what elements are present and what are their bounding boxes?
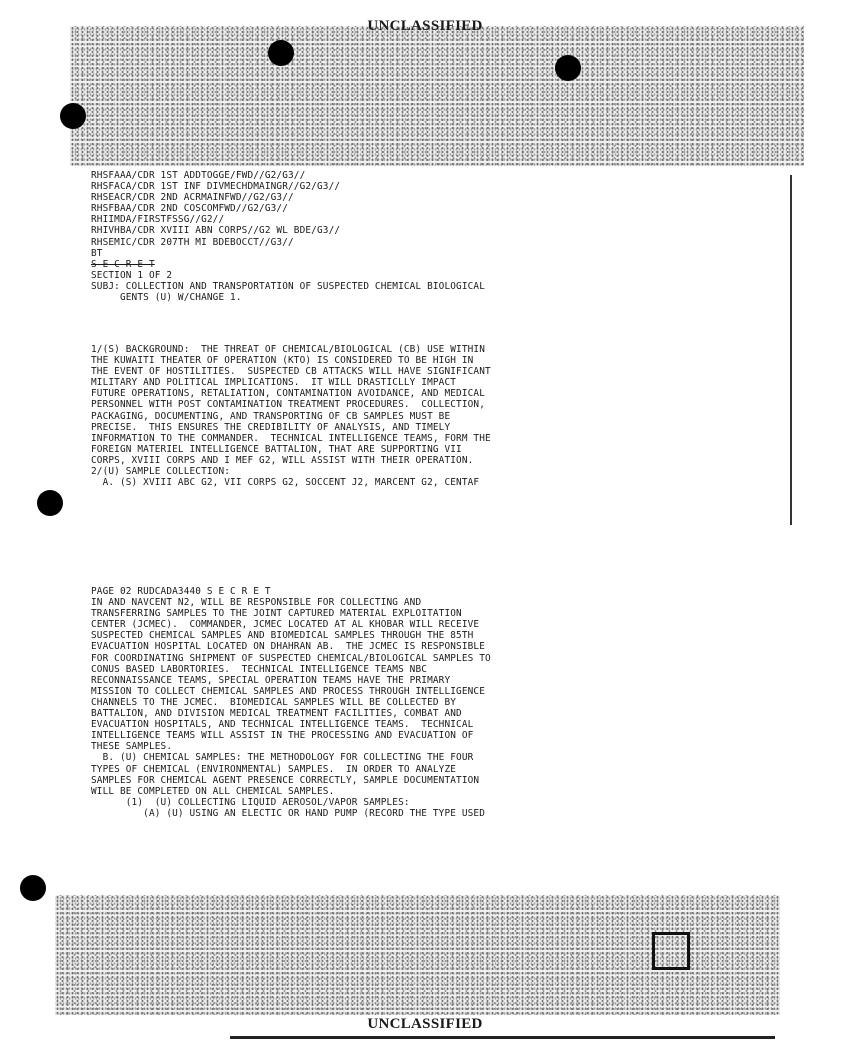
page-header-line: PAGE 02 RUDCADA3440 S E C R E T xyxy=(91,586,271,597)
header-line: RHSEMIC/CDR 207TH MI BDEBOCCT//G3// xyxy=(91,236,294,248)
body-line: PACKAGING, DOCUMENTING, AND TRANSPORTING OF CB SAMPLES MUST BE xyxy=(91,410,451,422)
subject-line: SUBJ: COLLECTION AND TRANSPORTATION OF SUSPECTED CHEMICAL BIOLOGICAL xyxy=(91,280,486,292)
body-line: EVACUATION HOSPITAL LOCATED ON DHAHRAN AB. THE JCMEC IS RESPONSIBLE xyxy=(91,641,486,653)
bottom-rule xyxy=(230,1036,775,1039)
body-line: THE EVENT OF HOSTILITIES. SUSPECTED CB ATTACKS WILL HAVE SIGNIFICANT xyxy=(91,366,491,378)
body-line: THESE SAMPLES. xyxy=(91,741,173,753)
header-line: RHSFACA/CDR 1ST INF DIVMECHDMAINGR//G2/G3// xyxy=(91,181,341,193)
body-section-1 xyxy=(91,344,791,488)
body-line: TRANSFERRING SAMPLES TO THE JOINT CAPTURED MATERIAL EXPLOITATION xyxy=(91,608,462,620)
punch-hole xyxy=(555,55,581,81)
body-line: CENTER (JCMEC). COMMANDER, JCMEC LOCATED AT AL KHOBAR WILL RECEIVE xyxy=(91,619,480,631)
body-line: CORPS, XVIII CORPS AND I MEF G2, WILL ASSIST WITH THEIR OPERATION. xyxy=(91,454,474,466)
header-line: BT xyxy=(91,247,103,259)
body-line: RECONNAISSANCE TEAMS, SPECIAL OPERATION TEAMS HAVE THE PRIMARY xyxy=(91,674,451,686)
body-line: WILL BE COMPLETED ON ALL CHEMICAL SAMPLES. xyxy=(91,785,335,797)
header-line: RHSFBAA/CDR 2ND COSCOMFWD//G2/G3// xyxy=(91,203,289,215)
body-line: CHANNELS TO THE JCMEC. BIOMEDICAL SAMPLES WILL BE COLLECTED BY xyxy=(91,696,457,708)
body-line: SAMPLES FOR CHEMICAL AGENT PRESENCE CORRECTLY, SAMPLE DOCUMENTATION xyxy=(91,774,480,786)
scan-noise-top xyxy=(70,26,804,166)
body-line: A. (S) XVIII ABC G2, VII CORPS G2, SOCCENT J2, MARCENT G2, CENTAF xyxy=(91,477,480,489)
routing-header xyxy=(91,170,791,303)
classification-banner-bottom: UNCLASSIFIED xyxy=(367,1016,483,1032)
punch-hole xyxy=(268,40,294,66)
body-line: FOREIGN MATERIEL INTELLIGENCE BATTALION, THAT ARE SUPPORTING VII xyxy=(91,443,462,455)
body-line: (A) (U) USING AN ELECTIC OR HAND PUMP (RECORD THE TYPE USED xyxy=(91,807,486,819)
classification-banner-top: UNCLASSIFIED xyxy=(367,18,483,34)
body-line: SUSPECTED CHEMICAL SAMPLES AND BIOMEDICAL SAMPLES THROUGH THE 85TH xyxy=(91,630,474,642)
secret-marking: S E C R E T xyxy=(91,258,155,270)
page-2-section xyxy=(91,586,791,819)
punch-hole xyxy=(20,875,46,901)
body-line: THE KUWAITI THEATER OF OPERATION (KTO) IS CONSIDERED TO BE HIGH IN xyxy=(91,355,474,367)
box-stamp xyxy=(652,932,690,970)
body-line: 2/(U) SAMPLE COLLECTION: xyxy=(91,466,231,478)
header-line: RHSEACR/CDR 2ND ACRMAINFWD//G2/G3// xyxy=(91,192,294,204)
body-line: INTELLIGENCE TEAMS WILL ASSIST IN THE PROCESSING AND EVACUATION OF xyxy=(91,730,474,742)
section-line: SECTION 1 OF 2 xyxy=(91,269,173,281)
subject-line: GENTS (U) W/CHANGE 1. xyxy=(91,292,242,304)
body-line: (1) (U) COLLECTING LIQUID AEROSOL/VAPOR SAMPLES: xyxy=(91,796,410,808)
header-line: RHIVHBA/CDR XVIII ABN CORPS//G2 WL BDE/G3// xyxy=(91,225,341,237)
body-line: PERSONNEL WITH POST CONTAMINATION TREATMENT PROCEDURES. COLLECTION, xyxy=(91,399,486,411)
body-line: EVACUATION HOSPITALS, AND TECHNICAL INTELLIGENCE TEAMS. TECHNICAL xyxy=(91,719,474,731)
body-line: PRECISE. THIS ENSURES THE CREDIBILITY OF ANALYSIS, AND TIMELY xyxy=(91,421,451,433)
body-line: FUTURE OPERATIONS, RETALIATION, CONTAMINATION AVOIDANCE, AND MEDICAL xyxy=(91,388,486,400)
body-line: MISSION TO COLLECT CHEMICAL SAMPLES AND PROCESS THROUGH INTELLIGENCE xyxy=(91,685,486,697)
body-line: MILITARY AND POLITICAL IMPLICATIONS. IT WILL DRASTICLLY IMPACT xyxy=(91,377,457,389)
punch-hole xyxy=(60,103,86,129)
header-line: RHIIMDA/FIRSTFSSG//G2// xyxy=(91,214,225,226)
body-line: FOR COORDINATING SHIPMENT OF SUSPECTED CHEMICAL/BIOLOGICAL SAMPLES TO xyxy=(91,652,491,664)
body-line: INFORMATION TO THE COMMANDER. TECHNICAL INTELLIGENCE TEAMS, FORM THE xyxy=(91,432,491,444)
punch-hole xyxy=(37,490,63,516)
body-line: CONUS BASED LABORTORIES. TECHNICAL INTELLIGENCE TEAMS NBC xyxy=(91,663,428,675)
body-line: TYPES OF CHEMICAL (ENVIRONMENTAL) SAMPLES. IN ORDER TO ANALYZE xyxy=(91,763,457,775)
body-line: BATTALION, AND DIVISION MEDICAL TREATMENT FACILITIES, COMBAT AND xyxy=(91,708,462,720)
header-line: RHSFAAA/CDR 1ST ADDTOGGE/FWD//G2/G3// xyxy=(91,170,306,181)
body-line: 1/(S) BACKGROUND: THE THREAT OF CHEMICAL/BIOLOGICAL (CB) USE WITHIN xyxy=(91,344,486,355)
body-line: IN AND NAVCENT N2, WILL BE RESPONSIBLE FOR COLLECTING AND xyxy=(91,597,422,609)
body-line: B. (U) CHEMICAL SAMPLES: THE METHODOLOGY FOR COLLECTING THE FOUR xyxy=(91,752,474,764)
